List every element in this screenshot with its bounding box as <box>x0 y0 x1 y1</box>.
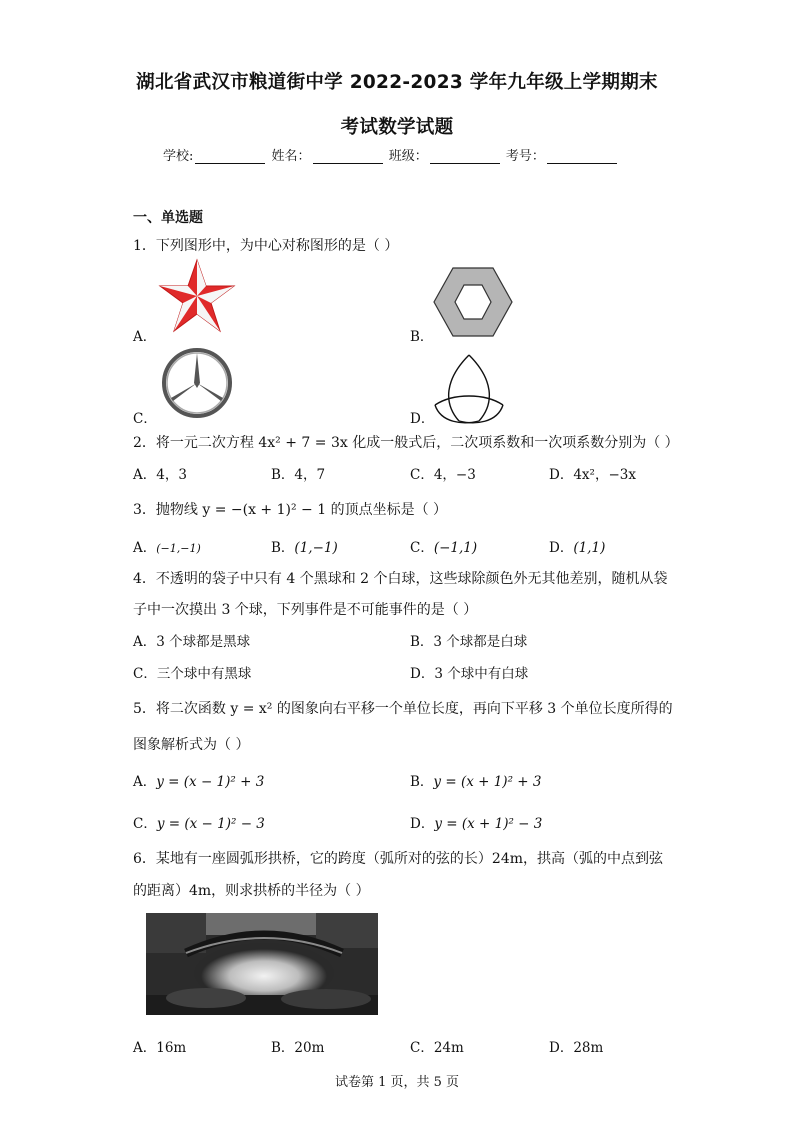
mercedes-logo-icon <box>161 347 233 423</box>
page-footer: 试卷第 1 页，共 5 页 <box>334 1075 460 1090</box>
q5-option-c-value: y = (x − 1)² − 3 <box>156 816 265 832</box>
q1-option-a[interactable]: A． <box>133 329 157 345</box>
q4-option-c[interactable]: C．三个球中有黑球 <box>133 666 252 682</box>
hexagon-nut-icon <box>433 267 513 341</box>
q5-option-b-value: y = (x + 1)² + 3 <box>433 774 542 790</box>
q5-stem-line1: 5．将二次函数 y = x² 的图象向右平移一个单位长度，再向下平移 3 个单位长度所得的 <box>133 701 673 717</box>
q3-option-b-value: (1,−1) <box>294 540 338 556</box>
section-title: 一、单选题 <box>133 210 203 226</box>
page-title-line1: 湖北省武汉市粮道街中学 2022-2023 学年九年级上学期期末 <box>136 72 658 93</box>
q3-option-a-label: A． <box>133 540 157 556</box>
q6-stem-line1: 6．某地有一座圆弧形拱桥，它的跨度（弧所对的弦的长）24m，拱高（弧的中点到弦 <box>133 851 663 867</box>
q5-option-d-label: D． <box>410 816 435 832</box>
q6-stem-line2: 的距离）4m，则求拱桥的半径为（ ） <box>133 883 370 899</box>
q5-option-b-label: B． <box>410 774 434 790</box>
class-label: 班级： <box>388 149 428 164</box>
exam-no-label: 考号： <box>505 149 545 164</box>
red-star-icon <box>158 258 236 338</box>
q4-option-d[interactable]: D．3 个球中有白球 <box>410 666 529 682</box>
q2-option-b[interactable]: B．4，7 <box>271 467 326 483</box>
q6-option-a[interactable]: A．16m <box>133 1040 187 1056</box>
q3-option-c[interactable] <box>410 536 477 556</box>
q2-option-d[interactable]: D．4x²，−3x <box>549 467 636 483</box>
q6-option-d[interactable]: D．28m <box>549 1040 604 1056</box>
q3-option-c-value: (−1,1) <box>433 540 478 556</box>
q2-option-c[interactable]: C．4，−3 <box>410 467 476 483</box>
q5-option-c[interactable] <box>133 812 265 832</box>
q2-option-a[interactable]: A．4，3 <box>133 467 187 483</box>
student-info-row <box>163 145 619 164</box>
q3-option-c-label: C． <box>410 540 434 556</box>
q6-option-b[interactable]: B．20m <box>271 1040 325 1056</box>
q3-option-b-label: B． <box>271 540 295 556</box>
q4-stem-line1: 4．不透明的袋子中只有 4 个黑球和 2 个白球，这些球除颜色外无其他差别，随机从袋 <box>133 571 668 587</box>
exam-no-blank[interactable] <box>547 149 617 164</box>
q4-option-a[interactable]: A．3 个球都是黑球 <box>133 634 251 650</box>
q1-option-d[interactable]: D． <box>410 411 435 427</box>
q6-option-c[interactable]: C．24m <box>410 1040 464 1056</box>
q5-stem-line2: 图象解析式为（ ） <box>133 737 250 753</box>
q5-option-b[interactable] <box>410 770 541 790</box>
q1-option-c[interactable]: C． <box>133 411 157 427</box>
q4-stem-line2: 子中一次摸出 3 个球，下列事件是不可能事件的是（ ） <box>133 602 478 618</box>
q5-option-a-label: A． <box>133 774 157 790</box>
q4-option-b[interactable]: B．3 个球都是白球 <box>410 634 528 650</box>
q3-option-b[interactable] <box>271 536 338 556</box>
class-blank[interactable] <box>430 149 500 164</box>
q5-option-a[interactable] <box>133 770 264 790</box>
q3-option-d[interactable] <box>549 536 605 556</box>
q5-option-c-label: C． <box>133 816 157 832</box>
q5-option-d[interactable] <box>410 812 542 832</box>
name-blank[interactable] <box>313 149 383 164</box>
q3-option-a-value: (−1,−1) <box>156 542 201 555</box>
school-blank[interactable] <box>195 149 265 164</box>
q2-stem: 2．将一元二次方程 4x² + 7 = 3x 化成一般式后，二次项系数和一次项系数分别为（ ） <box>133 435 679 451</box>
q3-option-d-value: (1,1) <box>573 540 606 556</box>
name-label: 姓名： <box>271 149 311 164</box>
triquetra-icon <box>433 353 505 429</box>
q1-stem: 1．下列图形中，为中心对称图形的是（ ） <box>133 238 399 254</box>
school-label: 学校: <box>163 149 194 164</box>
q3-stem: 3．抛物线 y = −(x + 1)² − 1 的顶点坐标是（ ） <box>133 502 448 518</box>
q3-option-a[interactable] <box>133 536 201 556</box>
page-title-line2: 考试数学试题 <box>340 117 454 138</box>
q3-option-d-label: D． <box>549 540 574 556</box>
q5-option-d-value: y = (x + 1)² − 3 <box>434 816 543 832</box>
q1-option-b[interactable]: B． <box>410 329 434 345</box>
arch-bridge-photo <box>146 913 378 1019</box>
q5-option-a-value: y = (x − 1)² + 3 <box>156 774 265 790</box>
